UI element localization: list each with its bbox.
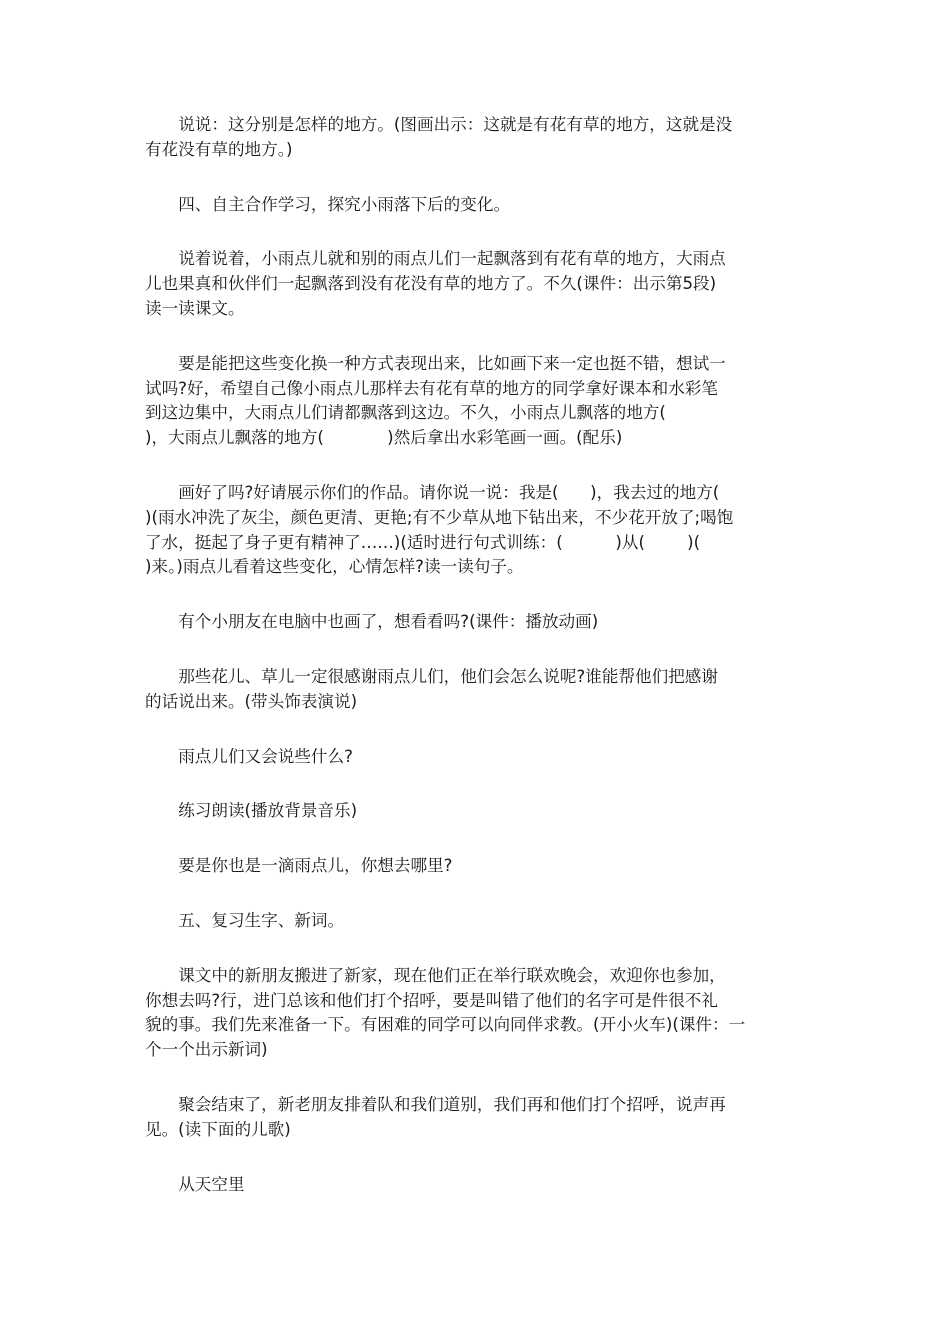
paragraph-line: 读一读课文。: [145, 298, 245, 318]
paragraph: [145, 665, 807, 715]
paragraph-line: 四、自主合作学习，探究小雨落下后的变化。: [178, 194, 511, 214]
paragraph: [145, 481, 807, 580]
paragraph-line: 到这边集中，大雨点儿们请都飘落到这边。不久，小雨点儿飘落的地方(: [145, 403, 666, 423]
paragraph-line: 个一个出示新词): [145, 1040, 268, 1060]
paragraph-line: 课文中的新朋友搬进了新家，现在他们正在举行联欢晚会，欢迎你也参加，: [178, 965, 726, 985]
paragraph-line: 聚会结束了，新老朋友排着队和我们道别，我们再和他们打个招呼，说声再: [178, 1094, 726, 1114]
paragraph: [145, 964, 807, 1063]
paragraph: [145, 909, 807, 934]
paragraph: [145, 193, 807, 218]
paragraph-line: 说着说着，小雨点儿就和别的雨点儿们一起飘落到有花有草的地方，大雨点: [178, 249, 726, 269]
paragraph-line: 要是能把这些变化换一种方式表现出来，比如画下来一定也挺不错，想试一: [178, 353, 726, 373]
paragraph: [145, 352, 807, 451]
paragraph: [145, 745, 807, 770]
paragraph: [145, 247, 807, 321]
paragraph-line: )(雨水冲洗了灰尘，颜色更清、更艳;有不少草从地下钻出来，不少花开放了;喝饱: [145, 507, 734, 527]
paragraph-line: 那些花儿、草儿一定很感谢雨点儿们，他们会怎么说呢?谁能帮他们把感谢: [178, 666, 718, 686]
paragraph-line: 雨点儿们又会说些什么?: [178, 746, 353, 766]
paragraph-line: 要是你也是一滴雨点儿，你想去哪里?: [178, 856, 453, 876]
paragraph-line: 的话说出来。(带头饰表演说): [145, 691, 358, 711]
paragraph-line: 你想去吗?行，进门总该和他们打个招呼，要是叫错了他们的名字可是件很不礼: [145, 990, 718, 1010]
paragraph-line: 练习朗读(播放背景音乐): [178, 801, 358, 821]
paragraph-line: 说说：这分别是怎样的地方。(图画出示：这就是有花有草的地方，这就是没: [178, 115, 733, 134]
paragraph-line: 五、复习生字、新词。: [178, 910, 345, 930]
paragraph-line: 有个小朋友在电脑中也画了，想看看吗?(课件：播放动画): [178, 612, 599, 632]
paragraph-line: 了水，挺起了身子更有精神了……)(适时进行句式训练：( )从( )(: [145, 532, 701, 552]
paragraph-line: 有花没有草的地方。): [145, 139, 293, 159]
paragraph: [145, 113, 807, 163]
paragraph-line: )来。)雨点儿看着这些变化，心情怎样?读一读句子。: [145, 557, 524, 577]
paragraph: [145, 799, 807, 824]
paragraph-line: 试吗?好，希望自己像小雨点儿那样去有花有草的地方的同学拿好课本和水彩笔: [145, 378, 718, 398]
document-body: [145, 113, 807, 1227]
paragraph-line: 画好了吗?好请展示你们的作品。请你说一说：我是( )，我去过的地方(: [178, 482, 720, 502]
paragraph-line: 从天空里: [178, 1174, 245, 1194]
paragraph-line: )，大雨点儿飘落的地方( )然后拿出水彩笔画一画。(配乐): [145, 428, 623, 448]
paragraph-line: 貌的事。我们先来准备一下。有困难的同学可以向同伴求教。(开小火车)(课件：一: [145, 1015, 746, 1035]
paragraph: [145, 1093, 807, 1143]
paragraph-line: 见。(读下面的儿歌): [145, 1119, 291, 1139]
paragraph: [145, 1173, 807, 1198]
paragraph-line: 儿也果真和伙伴们一起飘落到没有花没有草的地方了。不久(课件：出示第5段): [145, 274, 717, 294]
paragraph: [145, 854, 807, 879]
paragraph: [145, 610, 807, 635]
